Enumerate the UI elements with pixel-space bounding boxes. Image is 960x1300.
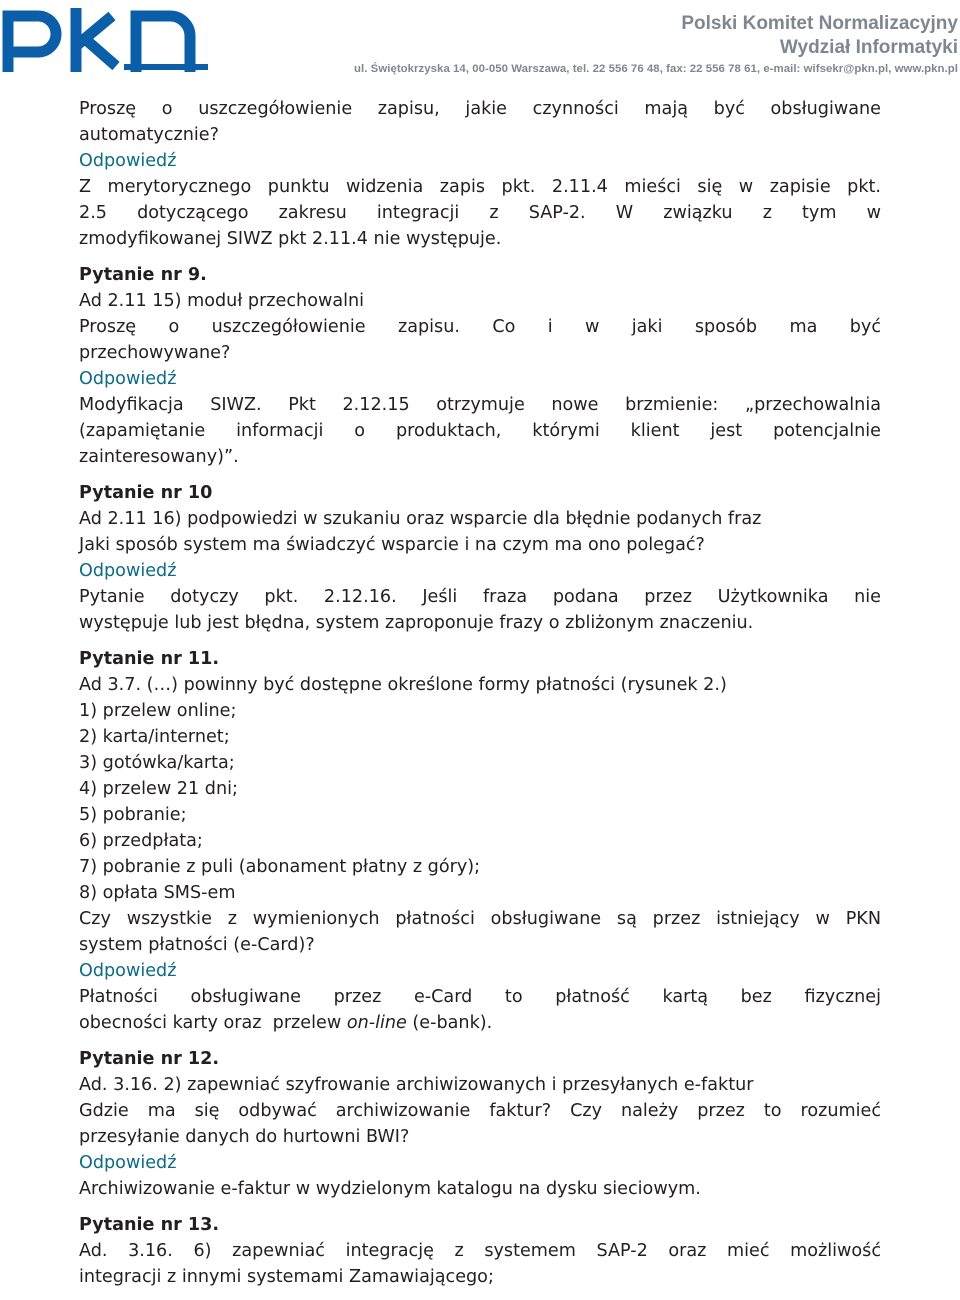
question-text: przechowywane? (79, 343, 231, 363)
answer-label: Odpowiedź (79, 151, 177, 171)
answer-text-pre: obecności karty oraz przelew (79, 1013, 347, 1033)
question-reference: Ad 2.11 15) moduł przechowalni (79, 291, 365, 311)
list-item: 4) przelew 21 dni; (79, 779, 238, 799)
question-title: Pytanie nr 11. (79, 649, 220, 669)
question-text: Czy wszystkie z wymienionych płatności obsługiwane są przez istniejący w PKN (79, 909, 881, 929)
question-title: Pytanie nr 12. (79, 1049, 220, 1069)
answer-text: Pytanie dotyczy pkt. 2.12.16. Jeśli fraza podana przez Użytkownika nie (79, 587, 881, 607)
pkn-logo (0, 2, 208, 72)
answer-text: 2.5 dotyczącego zakresu integracji z SAP-2. W związku z tym w (79, 203, 881, 223)
question-reference: Ad 2.11 16) podpowiedzi w szukaniu oraz wsparcie dla błędnie podanych fraz (79, 509, 762, 529)
answer-text: Archiwizowanie e-faktur w wydzielonym katalogu na dysku sieciowym. (79, 1179, 701, 1199)
list-item: 2) karta/internet; (79, 727, 230, 747)
answer-text: Z merytorycznego punktu widzenia zapis pkt. 2.11.4 mieści się w zapisie pkt. (79, 177, 881, 197)
question-reference: integracji z innymi systemami Zamawiającego; (79, 1267, 494, 1287)
question-text: system płatności (e-Card)? (79, 935, 315, 955)
answer-label: Odpowiedź (79, 961, 177, 981)
question-text: Proszę o uszczegółowienie zapisu, jakie czynności mają być obsługiwane (79, 99, 881, 119)
question-text: Gdzie ma się odbywać archiwizowanie faktur? Czy należy przez to rozumieć (79, 1101, 881, 1121)
answer-text (79, 1010, 881, 1036)
document-body (79, 96, 881, 1290)
answer-text: Modyfikacja SIWZ. Pkt 2.12.15 otrzymuje nowe brzmienie: „przechowalnia (79, 395, 881, 415)
answer-label: Odpowiedź (79, 369, 177, 389)
question-reference: Ad 3.7. (…) powinny być dostępne określone formy płatności (rysunek 2.) (79, 675, 727, 695)
question-text: Proszę o uszczegółowienie zapisu. Co i w jaki sposób ma być (79, 317, 881, 337)
answer-text: Płatności obsługiwane przez e-Card to płatność kartą bez fizycznej (79, 987, 881, 1007)
list-item: 7) pobranie z puli (abonament płatny z góry); (79, 857, 481, 877)
answer-text: zainteresowany)”. (79, 447, 239, 467)
question-title: Pytanie nr 9. (79, 265, 207, 285)
list-item: 1) przelew online; (79, 701, 237, 721)
contact-address: ul. Świętokrzyska 14, 00-050 Warszawa, tel. 22 556 76 48, fax: 22 556 78 61, e-mail: wifsekr@pkn.pl, www.pkn.pl (354, 63, 958, 75)
question-text: Jaki sposób system ma świadczyć wsparcie i na czym ma ono polegać? (79, 535, 705, 555)
organization-header (354, 12, 958, 78)
question-title: Pytanie nr 10 (79, 483, 213, 503)
list-item: 5) pobranie; (79, 805, 187, 825)
list-item: 6) przedpłata; (79, 831, 203, 851)
question-reference: Ad. 3.16. 2) zapewniać szyfrowanie archiwizowanych i przesyłanych e-faktur (79, 1075, 754, 1095)
answer-text: występuje lub jest błędna, system zaproponuje frazy o zbliżonym znaczeniu. (79, 613, 754, 633)
question-reference: Ad. 3.16. 6) zapewniać integrację z systemem SAP-2 oraz mieć możliwość (79, 1241, 881, 1261)
answer-label: Odpowiedź (79, 561, 177, 581)
list-item: 3) gotówka/karta; (79, 753, 235, 773)
answer-label: Odpowiedź (79, 1153, 177, 1173)
org-name: Polski Komitet Normalizacyjny (681, 13, 958, 34)
answer-text-italic: on-line (346, 1013, 407, 1033)
question-text: przesyłanie danych do hurtowni BWI? (79, 1127, 410, 1147)
answer-text: (zapamiętanie informacji o produktach, którymi klient jest potencjalnie (79, 421, 881, 441)
answer-text-post: (e-bank). (406, 1013, 493, 1033)
question-title: Pytanie nr 13. (79, 1215, 220, 1235)
list-item: 8) opłata SMS-em (79, 883, 236, 903)
answer-text: zmodyfikowanej SIWZ pkt 2.11.4 nie występuje. (79, 229, 502, 249)
question-text: automatycznie? (79, 125, 219, 145)
department-name: Wydział Informatyki (779, 37, 958, 58)
